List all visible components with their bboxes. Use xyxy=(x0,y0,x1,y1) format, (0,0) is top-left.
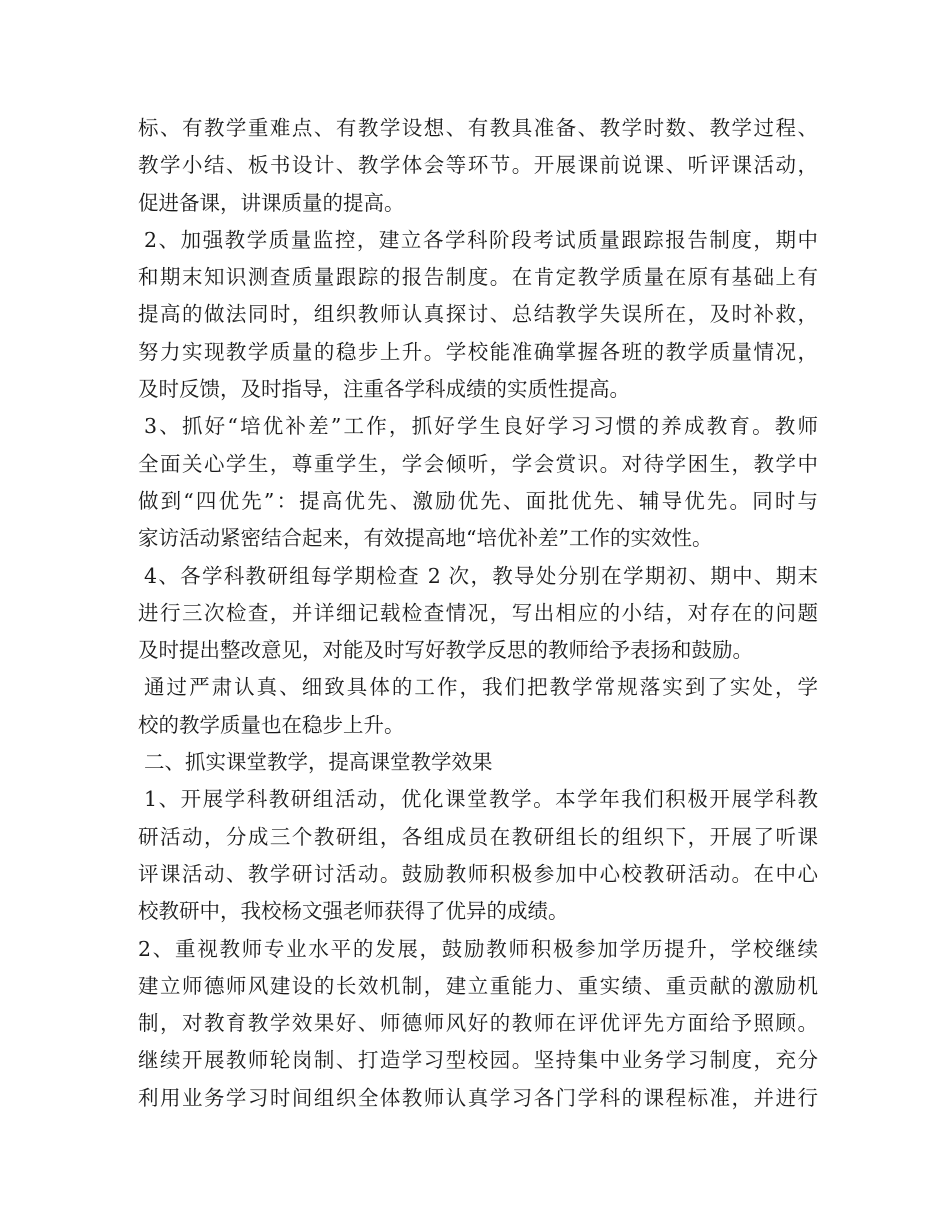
text-line: 全面关心学生，尊重学生，学会倾听，学会赏识。对待学困生，教学中 xyxy=(138,451,818,476)
text-line: 3、抓好“培优补差”工作，抓好学生良好学习习惯的养成教育。教师 xyxy=(144,414,818,439)
text-line: 做到“四优先”：提高优先、激励优先、面批优先、辅导优先。同时与 xyxy=(138,488,818,513)
text-line: 教学小结、板书设计、教学体会等环节。开展课前说课、听评课活动， xyxy=(138,153,818,178)
text-line: 1、开展学科教研组活动，优化课堂教学。本学年我们积极开展学科教 xyxy=(144,787,818,812)
text-line: 努力实现教学质量的稳步上升。学校能准确掌握各班的教学质量情况， xyxy=(138,339,818,364)
text-line: 进行三次检查，并详细记载检查情况，写出相应的小结，对存在的问题 xyxy=(138,600,818,625)
text-line: 及时提出整改意见，对能及时写好教学反思的教师给予表扬和鼓励。 xyxy=(138,638,753,663)
text-line: 校教研中，我校杨文强老师获得了优异的成绩。 xyxy=(138,899,569,924)
text-line: 提高的做法同时，组织教师认真探讨、总结教学失误所在，及时补救， xyxy=(138,302,818,327)
text-line: 2、重视教师专业水平的发展，鼓励教师积极参加学历提升，学校继续 xyxy=(138,936,818,961)
text-line: 家访活动紧密结合起来，有效提高地“培优补差”工作的实效性。 xyxy=(138,526,713,551)
text-line: 标、有教学重难点、有教学设想、有教具准备、教学时数、教学过程、 xyxy=(138,116,818,140)
document-body xyxy=(138,110,818,1117)
text-line: 评课活动、教学研讨活动。鼓励教师积极参加中心校教研活动。在中心 xyxy=(138,861,818,886)
text-line: 及时反馈，及时指导，注重各学科成绩的实质性提高。 xyxy=(138,377,630,402)
text-line: 和期末知识测查质量跟踪的报告制度。在肯定教学质量在原有基础上有 xyxy=(138,265,818,290)
text-line: 制，对教育教学效果好、师德师风好的教师在评优评先方面给予照顾。 xyxy=(138,1011,818,1036)
text-line: 利用业务学习时间组织全体教师认真学习各门学科的课程标准，并进行 xyxy=(138,1085,818,1110)
text-line: 2、加强教学质量监控，建立各学科阶段考试质量跟踪报告制度，期中 xyxy=(144,227,818,252)
text-line: 通过严肃认真、细致具体的工作，我们把教学常规落实到了实处，学 xyxy=(144,675,818,700)
text-line: 促进备课，讲课质量的提高。 xyxy=(138,190,405,215)
text-line: 校的教学质量也在稳步上升。 xyxy=(138,712,405,737)
text-line: 研活动，分成三个教研组，各组成员在教研组长的组织下，开展了听课 xyxy=(138,824,818,849)
text-line: 继续开展教师轮岗制、打造学习型校园。坚持集中业务学习制度，充分 xyxy=(138,1048,818,1073)
text-line: 二、抓实课堂教学，提高课堂教学效果 xyxy=(144,750,493,775)
text-line: 建立师德师风建设的长效机制，建立重能力、重实绩、重贡献的激励机 xyxy=(138,973,818,998)
text-line: 4、各学科教研组每学期检查 2 次，教导处分别在学期初、期中、期末 xyxy=(144,563,818,588)
